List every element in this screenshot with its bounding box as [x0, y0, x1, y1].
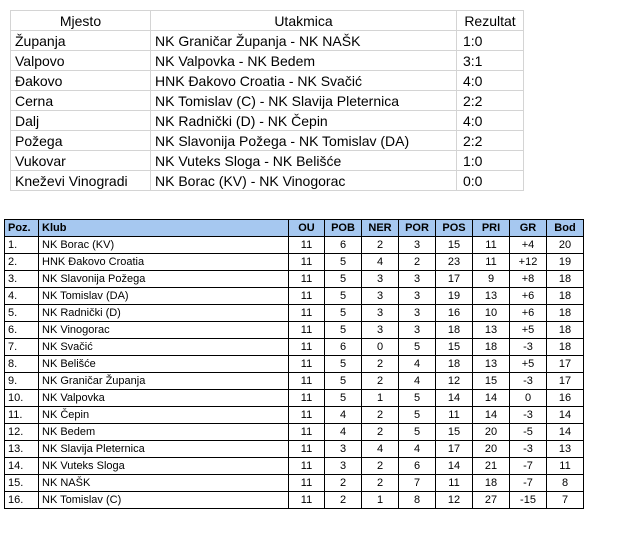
standings-losses-cell: 7: [399, 475, 436, 492]
results-header-score: Rezultat: [457, 11, 524, 31]
standings-losses-cell: 6: [399, 458, 436, 475]
results-match-cell: NK Valpovka - NK Bedem: [151, 51, 457, 71]
standings-draws-cell: 2: [362, 424, 399, 441]
standings-losses-cell: 3: [399, 237, 436, 254]
standings-played-cell: 11: [289, 441, 325, 458]
standings-header-played: OU: [289, 220, 325, 237]
results-place-cell: Požega: [11, 131, 151, 151]
standings-club-cell: NK Vinogorac: [39, 322, 289, 339]
standings-club-cell: NK Borac (KV): [39, 237, 289, 254]
standings-header-position: Poz.: [5, 220, 39, 237]
results-match-cell: NK Vuteks Sloga - NK Belišće: [151, 151, 457, 171]
standings-goals-against-cell: 13: [473, 356, 510, 373]
standings-draws-cell: 0: [362, 339, 399, 356]
standings-row: [5, 492, 584, 509]
standings-club-cell: NK Slavonija Požega: [39, 271, 289, 288]
standings-club-cell: NK NAŠK: [39, 475, 289, 492]
standings-goal-diff-cell: +6: [510, 288, 547, 305]
standings-draws-cell: 4: [362, 441, 399, 458]
standings-points-cell: 17: [547, 373, 584, 390]
standings-club-cell: NK Vuteks Sloga: [39, 458, 289, 475]
standings-points-cell: 7: [547, 492, 584, 509]
results-score-cell: 2:2: [457, 91, 524, 111]
standings-played-cell: 11: [289, 475, 325, 492]
standings-header-goals-against: PRI: [473, 220, 510, 237]
standings-row: [5, 356, 584, 373]
standings-header-draws: NER: [362, 220, 399, 237]
standings-losses-cell: 3: [399, 305, 436, 322]
standings-position-cell: 10.: [5, 390, 39, 407]
standings-goals-against-cell: 18: [473, 475, 510, 492]
standings-goals-for-cell: 12: [436, 492, 473, 509]
standings-wins-cell: 5: [325, 373, 362, 390]
standings-row: [5, 373, 584, 390]
standings-position-cell: 16.: [5, 492, 39, 509]
standings-club-cell: NK Tomislav (C): [39, 492, 289, 509]
results-row: [11, 51, 524, 71]
standings-goals-against-cell: 13: [473, 322, 510, 339]
results-place-cell: Đakovo: [11, 71, 151, 91]
results-row: [11, 71, 524, 91]
standings-wins-cell: 4: [325, 407, 362, 424]
standings-goals-against-cell: 11: [473, 254, 510, 271]
standings-position-cell: 3.: [5, 271, 39, 288]
standings-position-cell: 12.: [5, 424, 39, 441]
standings-position-cell: 13.: [5, 441, 39, 458]
results-row: [11, 151, 524, 171]
results-place-cell: Županja: [11, 31, 151, 51]
standings-losses-cell: 3: [399, 271, 436, 288]
standings-wins-cell: 2: [325, 475, 362, 492]
standings-played-cell: 11: [289, 424, 325, 441]
standings-played-cell: 11: [289, 373, 325, 390]
standings-goals-for-cell: 17: [436, 441, 473, 458]
standings-row: [5, 458, 584, 475]
results-place-cell: Vukovar: [11, 151, 151, 171]
standings-goals-for-cell: 16: [436, 305, 473, 322]
standings-goal-diff-cell: +5: [510, 322, 547, 339]
standings-header-club: Klub: [39, 220, 289, 237]
standings-points-cell: 16: [547, 390, 584, 407]
standings-table: [4, 219, 584, 509]
standings-club-cell: NK Čepin: [39, 407, 289, 424]
standings-played-cell: 11: [289, 305, 325, 322]
results-place-cell: Cerna: [11, 91, 151, 111]
standings-draws-cell: 3: [362, 305, 399, 322]
standings-losses-cell: 5: [399, 407, 436, 424]
standings-points-cell: 14: [547, 424, 584, 441]
standings-club-cell: NK Radnički (D): [39, 305, 289, 322]
results-match-cell: NK Radnički (D) - NK Čepin: [151, 111, 457, 131]
standings-draws-cell: 2: [362, 475, 399, 492]
standings-points-cell: 8: [547, 475, 584, 492]
standings-goals-against-cell: 20: [473, 424, 510, 441]
standings-header-goals-for: POS: [436, 220, 473, 237]
standings-row: [5, 254, 584, 271]
standings-header-goal-diff: GR: [510, 220, 547, 237]
standings-row: [5, 407, 584, 424]
standings-goals-against-cell: 14: [473, 407, 510, 424]
standings-goal-diff-cell: -3: [510, 441, 547, 458]
results-match-cell: HNK Đakovo Croatia - NK Svačić: [151, 71, 457, 91]
standings-row: [5, 390, 584, 407]
standings-points-cell: 17: [547, 356, 584, 373]
standings-losses-cell: 5: [399, 424, 436, 441]
results-row: [11, 171, 524, 191]
standings-draws-cell: 3: [362, 271, 399, 288]
standings-points-cell: 14: [547, 407, 584, 424]
standings-club-cell: NK Slavija Pleternica: [39, 441, 289, 458]
standings-goals-for-cell: 18: [436, 356, 473, 373]
standings-losses-cell: 4: [399, 373, 436, 390]
standings-played-cell: 11: [289, 492, 325, 509]
standings-goal-diff-cell: -3: [510, 339, 547, 356]
results-row: [11, 111, 524, 131]
standings-draws-cell: 1: [362, 492, 399, 509]
standings-goals-against-cell: 20: [473, 441, 510, 458]
results-match-cell: NK Borac (KV) - NK Vinogorac: [151, 171, 457, 191]
standings-wins-cell: 4: [325, 424, 362, 441]
standings-position-cell: 15.: [5, 475, 39, 492]
results-header-place: Mjesto: [11, 11, 151, 31]
standings-draws-cell: 2: [362, 458, 399, 475]
standings-goal-diff-cell: +4: [510, 237, 547, 254]
standings-goal-diff-cell: -3: [510, 373, 547, 390]
standings-club-cell: NK Bedem: [39, 424, 289, 441]
standings-goals-against-cell: 15: [473, 373, 510, 390]
standings-club-cell: NK Svačić: [39, 339, 289, 356]
standings-wins-cell: 5: [325, 254, 362, 271]
standings-points-cell: 13: [547, 441, 584, 458]
standings-losses-cell: 5: [399, 339, 436, 356]
standings-losses-cell: 4: [399, 356, 436, 373]
standings-played-cell: 11: [289, 390, 325, 407]
standings-goals-for-cell: 23: [436, 254, 473, 271]
results-match-cell: NK Graničar Županja - NK NAŠK: [151, 31, 457, 51]
standings-row: [5, 322, 584, 339]
standings-club-cell: NK Graničar Županja: [39, 373, 289, 390]
standings-position-cell: 11.: [5, 407, 39, 424]
standings-goals-against-cell: 13: [473, 288, 510, 305]
standings-wins-cell: 5: [325, 322, 362, 339]
standings-goals-for-cell: 12: [436, 373, 473, 390]
results-score-cell: 1:0: [457, 151, 524, 171]
standings-points-cell: 18: [547, 339, 584, 356]
standings-goal-diff-cell: +6: [510, 305, 547, 322]
standings-goals-for-cell: 15: [436, 237, 473, 254]
standings-header-wins: POB: [325, 220, 362, 237]
standings-draws-cell: 2: [362, 237, 399, 254]
standings-goals-against-cell: 11: [473, 237, 510, 254]
standings-goals-for-cell: 15: [436, 339, 473, 356]
standings-goals-for-cell: 17: [436, 271, 473, 288]
standings-losses-cell: 4: [399, 441, 436, 458]
standings-wins-cell: 5: [325, 356, 362, 373]
standings-goals-for-cell: 18: [436, 322, 473, 339]
results-score-cell: 4:0: [457, 111, 524, 131]
standings-played-cell: 11: [289, 288, 325, 305]
standings-row: [5, 305, 584, 322]
standings-goals-for-cell: 14: [436, 390, 473, 407]
standings-goal-diff-cell: -15: [510, 492, 547, 509]
results-place-cell: Dalj: [11, 111, 151, 131]
standings-played-cell: 11: [289, 322, 325, 339]
standings-row: [5, 237, 584, 254]
standings-wins-cell: 3: [325, 458, 362, 475]
standings-losses-cell: 3: [399, 288, 436, 305]
standings-wins-cell: 3: [325, 441, 362, 458]
standings-points-cell: 20: [547, 237, 584, 254]
standings-wins-cell: 6: [325, 339, 362, 356]
results-place-cell: Valpovo: [11, 51, 151, 71]
results-score-cell: 4:0: [457, 71, 524, 91]
results-row: [11, 91, 524, 111]
standings-club-cell: NK Belišće: [39, 356, 289, 373]
standings-position-cell: 4.: [5, 288, 39, 305]
results-table: [10, 10, 524, 191]
standings-points-cell: 18: [547, 322, 584, 339]
standings-row: [5, 441, 584, 458]
standings-wins-cell: 5: [325, 288, 362, 305]
standings-wins-cell: 5: [325, 305, 362, 322]
standings-goal-diff-cell: +5: [510, 356, 547, 373]
standings-row: [5, 475, 584, 492]
standings-points-cell: 11: [547, 458, 584, 475]
standings-goal-diff-cell: 0: [510, 390, 547, 407]
results-row: [11, 31, 524, 51]
results-score-cell: 3:1: [457, 51, 524, 71]
standings-losses-cell: 5: [399, 390, 436, 407]
standings-club-cell: HNK Đakovo Croatia: [39, 254, 289, 271]
standings-draws-cell: 1: [362, 390, 399, 407]
standings-played-cell: 11: [289, 237, 325, 254]
standings-goals-for-cell: 11: [436, 475, 473, 492]
standings-goal-diff-cell: -7: [510, 458, 547, 475]
results-row: [11, 131, 524, 151]
standings-position-cell: 9.: [5, 373, 39, 390]
standings-goals-for-cell: 11: [436, 407, 473, 424]
standings-draws-cell: 3: [362, 288, 399, 305]
standings-played-cell: 11: [289, 458, 325, 475]
standings-goals-for-cell: 14: [436, 458, 473, 475]
standings-position-cell: 6.: [5, 322, 39, 339]
standings-goal-diff-cell: -3: [510, 407, 547, 424]
standings-goals-against-cell: 10: [473, 305, 510, 322]
standings-wins-cell: 6: [325, 237, 362, 254]
standings-goals-against-cell: 18: [473, 339, 510, 356]
standings-draws-cell: 2: [362, 407, 399, 424]
standings-goal-diff-cell: -7: [510, 475, 547, 492]
standings-goals-for-cell: 15: [436, 424, 473, 441]
standings-position-cell: 2.: [5, 254, 39, 271]
standings-draws-cell: 3: [362, 322, 399, 339]
standings-played-cell: 11: [289, 356, 325, 373]
standings-position-cell: 7.: [5, 339, 39, 356]
standings-points-cell: 18: [547, 305, 584, 322]
standings-draws-cell: 2: [362, 373, 399, 390]
standings-position-cell: 1.: [5, 237, 39, 254]
standings-position-cell: 14.: [5, 458, 39, 475]
standings-club-cell: NK Tomislav (DA): [39, 288, 289, 305]
results-header-row: [11, 11, 524, 31]
standings-played-cell: 11: [289, 271, 325, 288]
standings-losses-cell: 2: [399, 254, 436, 271]
standings-draws-cell: 2: [362, 356, 399, 373]
standings-goals-against-cell: 14: [473, 390, 510, 407]
standings-goals-against-cell: 27: [473, 492, 510, 509]
results-place-cell: Kneževi Vinogradi: [11, 171, 151, 191]
standings-points-cell: 18: [547, 271, 584, 288]
standings-row: [5, 288, 584, 305]
results-score-cell: 2:2: [457, 131, 524, 151]
standings-position-cell: 5.: [5, 305, 39, 322]
standings-wins-cell: 5: [325, 271, 362, 288]
standings-header-row: [5, 220, 584, 237]
standings-draws-cell: 4: [362, 254, 399, 271]
standings-goal-diff-cell: +12: [510, 254, 547, 271]
standings-goals-against-cell: 9: [473, 271, 510, 288]
results-score-cell: 1:0: [457, 31, 524, 51]
standings-row: [5, 424, 584, 441]
standings-position-cell: 8.: [5, 356, 39, 373]
standings-played-cell: 11: [289, 254, 325, 271]
results-score-cell: 0:0: [457, 171, 524, 191]
results-match-cell: NK Slavonija Požega - NK Tomislav (DA): [151, 131, 457, 151]
standings-club-cell: NK Valpovka: [39, 390, 289, 407]
standings-goal-diff-cell: -5: [510, 424, 547, 441]
results-match-cell: NK Tomislav (C) - NK Slavija Pleternica: [151, 91, 457, 111]
standings-goals-against-cell: 21: [473, 458, 510, 475]
standings-header-losses: POR: [399, 220, 436, 237]
standings-row: [5, 271, 584, 288]
standings-goal-diff-cell: +8: [510, 271, 547, 288]
standings-points-cell: 19: [547, 254, 584, 271]
standings-losses-cell: 3: [399, 322, 436, 339]
standings-row: [5, 339, 584, 356]
standings-wins-cell: 5: [325, 390, 362, 407]
standings-goals-for-cell: 19: [436, 288, 473, 305]
standings-points-cell: 18: [547, 288, 584, 305]
standings-header-points: Bod: [547, 220, 584, 237]
standings-wins-cell: 2: [325, 492, 362, 509]
standings-played-cell: 11: [289, 339, 325, 356]
standings-losses-cell: 8: [399, 492, 436, 509]
results-header-match: Utakmica: [151, 11, 457, 31]
standings-played-cell: 11: [289, 407, 325, 424]
